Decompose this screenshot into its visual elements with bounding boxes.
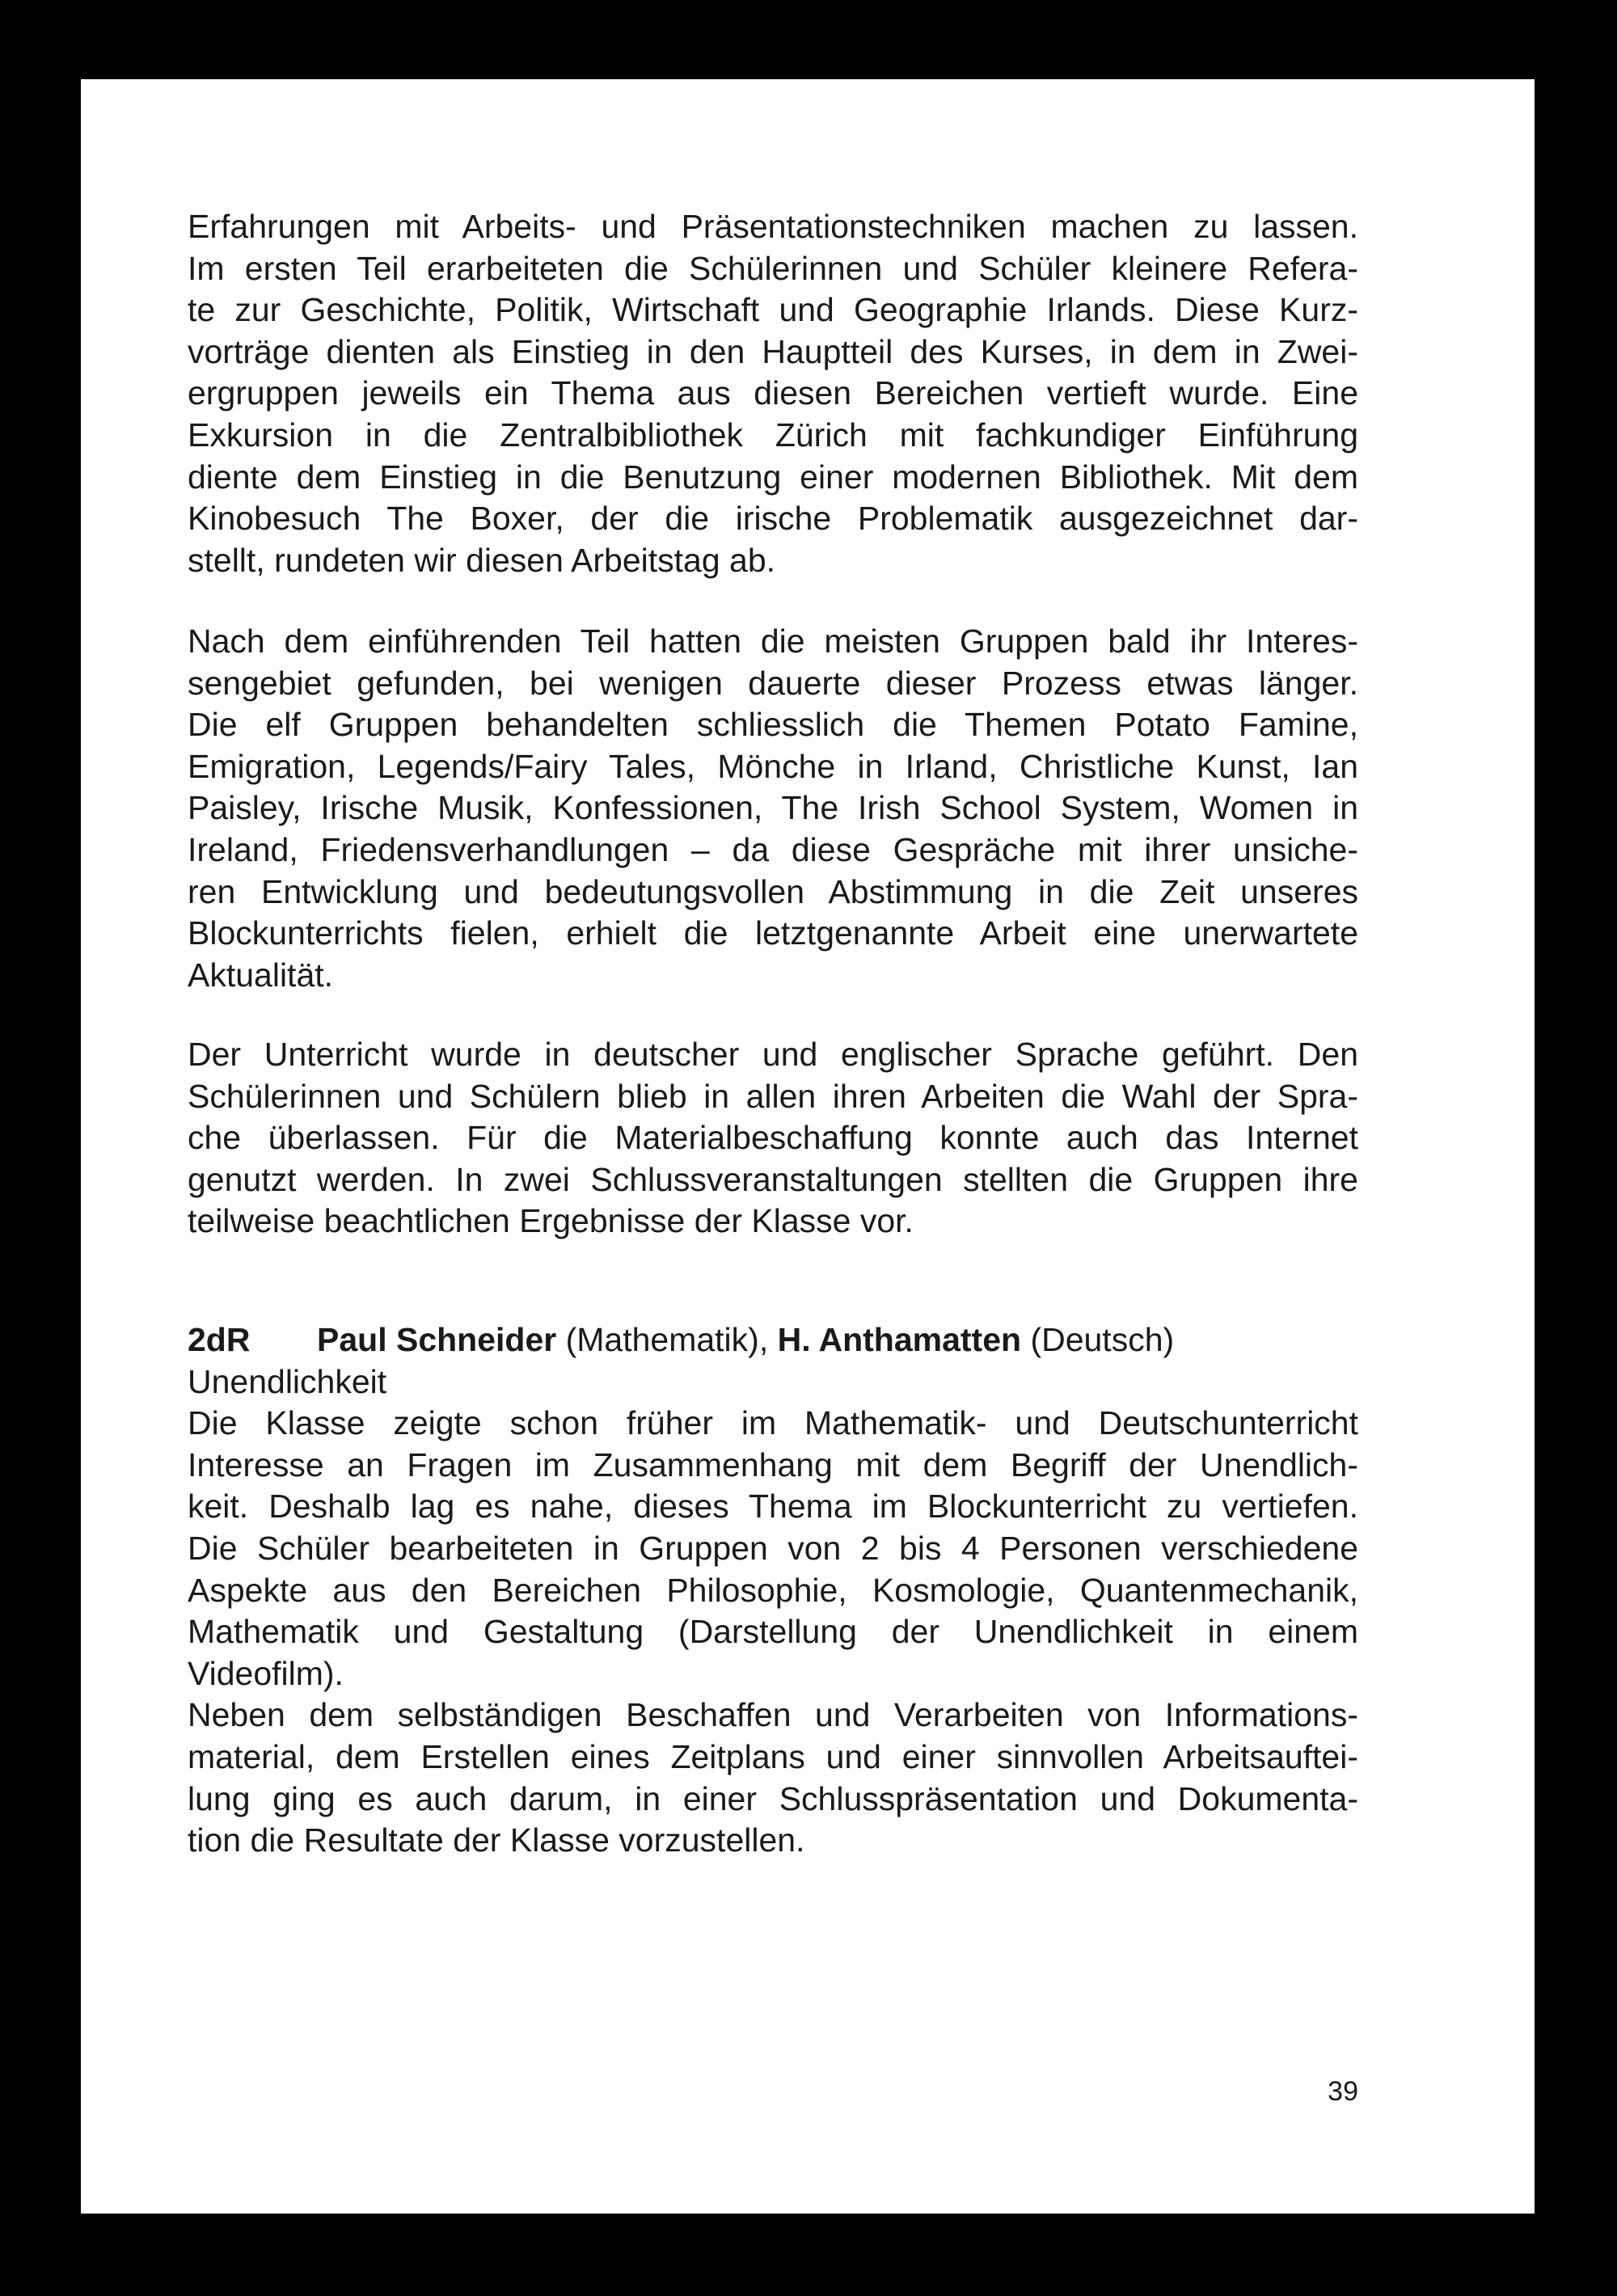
section-2dR [188,1319,1358,1862]
teacher-name: H. Anthamatten [777,1321,1022,1358]
text-line: lung ging es auch darum, in einer Schlusspräsentation und Dokumenta- [188,1779,1358,1817]
paragraph-1 [188,206,1358,581]
teacher-subject: (Deutsch) [1021,1321,1175,1358]
text-line: keit. Deshalb lag es nahe, dieses Thema im Blockunterricht zu vertiefen. [188,1488,1358,1526]
text-line: teilweise beachtlichen Ergebnisse der Klasse vor. [188,1202,914,1240]
page-number: 39 [1328,2076,1358,2107]
text-line: Videofilm). [188,1654,344,1692]
class-code: 2dR [188,1321,251,1358]
text-line: Blockunterrichts fielen, erhielt die letztgenannte Arbeit eine unerwartete [188,914,1358,952]
text-line: diente dem Einstieg in die Benutzung einer modernen Bibliothek. Mit dem [188,458,1358,496]
text-line: Emigration, Legends/Fairy Tales, Mönche in Irland, Christliche Kunst, Ian [188,747,1358,785]
text-line: te zur Geschichte, Politik, Wirtschaft und Geographie Irlands. Diese Kurz- [188,291,1358,329]
text-line: Erfahrungen mit Arbeits- und Präsentationstechniken machen zu lassen. [188,208,1358,245]
text-line: Kinobesuch The Boxer, der die irische Problematik ausgezeichnet dar- [188,500,1358,538]
text-line: ren Entwicklung und bedeutungsvollen Abstimmung in die Zeit unseres [188,872,1358,910]
text-line: Nach dem einführenden Teil hatten die meisten Gruppen bald ihr Interes- [188,623,1358,660]
text-line: Aktualität. [188,956,334,994]
teacher-name: Paul Schneider [317,1321,557,1358]
text-line: Schülerinnen und Schülern blieb in allen ihren Arbeiten die Wahl der Spra- [188,1077,1358,1115]
text-line: Die Schüler bearbeiteten in Gruppen von 2 bis 4 Personen verschiedene [188,1529,1358,1567]
text-line: genutzt werden. In zwei Schlussveranstaltungen stellten die Gruppen ihre [188,1160,1358,1198]
text-line: sengebiet gefunden, bei wenigen dauerte dieser Prozess etwas länger. [188,664,1358,702]
teacher-subject: (Mathematik), [556,1321,778,1358]
text-line: Im ersten Teil erarbeiteten die Schülerinnen und Schüler kleinere Refera- [188,249,1358,287]
text-line: Der Unterricht wurde in deutscher und englischer Sprache geführt. Den [188,1036,1358,1073]
text-line: material, dem Erstellen eines Zeitplans und einer sinnvollen Arbeitsauftei- [188,1737,1358,1775]
text-line: Aspekte aus den Bereichen Philosophie, Kosmologie, Quantenmechanik, [188,1571,1358,1609]
text-line: Neben dem selbständigen Beschaffen und Verarbeiten von Informations- [188,1696,1358,1734]
text-line: Die elf Gruppen behandelten schliesslich die Themen Potato Famine, [188,706,1358,744]
text-line: tion die Resultate der Klasse vorzustellen. [188,1821,805,1859]
text-line: Interesse an Fragen im Zusammenhang mit dem Begriff der Unendlich- [188,1446,1358,1484]
text-line: Paisley, Irische Musik, Konfessionen, The Irish School System, Women in [188,789,1358,827]
section-title: Unendlichkeit [188,1362,387,1400]
text-line: vorträge dienten als Einstieg in den Hauptteil des Kurses, in dem in Zwei- [188,332,1358,370]
text-line: Exkursion in die Zentralbibliothek Zürich mit fachkundiger Einführung [188,416,1358,454]
text-line: stellt, rundeten wir diesen Arbeitstag ab. [188,541,776,579]
text-line: Ireland, Friedensverhandlungen – da diese Gespräche mit ihrer unsiche- [188,830,1358,868]
text-line: che überlassen. Für die Materialbeschaffung konnte auch das Internet [188,1119,1358,1157]
text-line: ergruppen jeweils ein Thema aus diesen Bereichen vertieft wurde. Eine [188,374,1358,412]
document-page [81,79,1535,2214]
section-body [188,1403,1358,1862]
section-heading [188,1319,1358,1361]
paragraph-3 [188,1034,1358,1243]
paragraph-2 [188,621,1358,996]
text-line: Mathematik und Gestaltung (Darstellung der Unendlichkeit in einem [188,1613,1358,1651]
text-line: Die Klasse zeigte schon früher im Mathematik- und Deutschunterricht [188,1404,1358,1442]
